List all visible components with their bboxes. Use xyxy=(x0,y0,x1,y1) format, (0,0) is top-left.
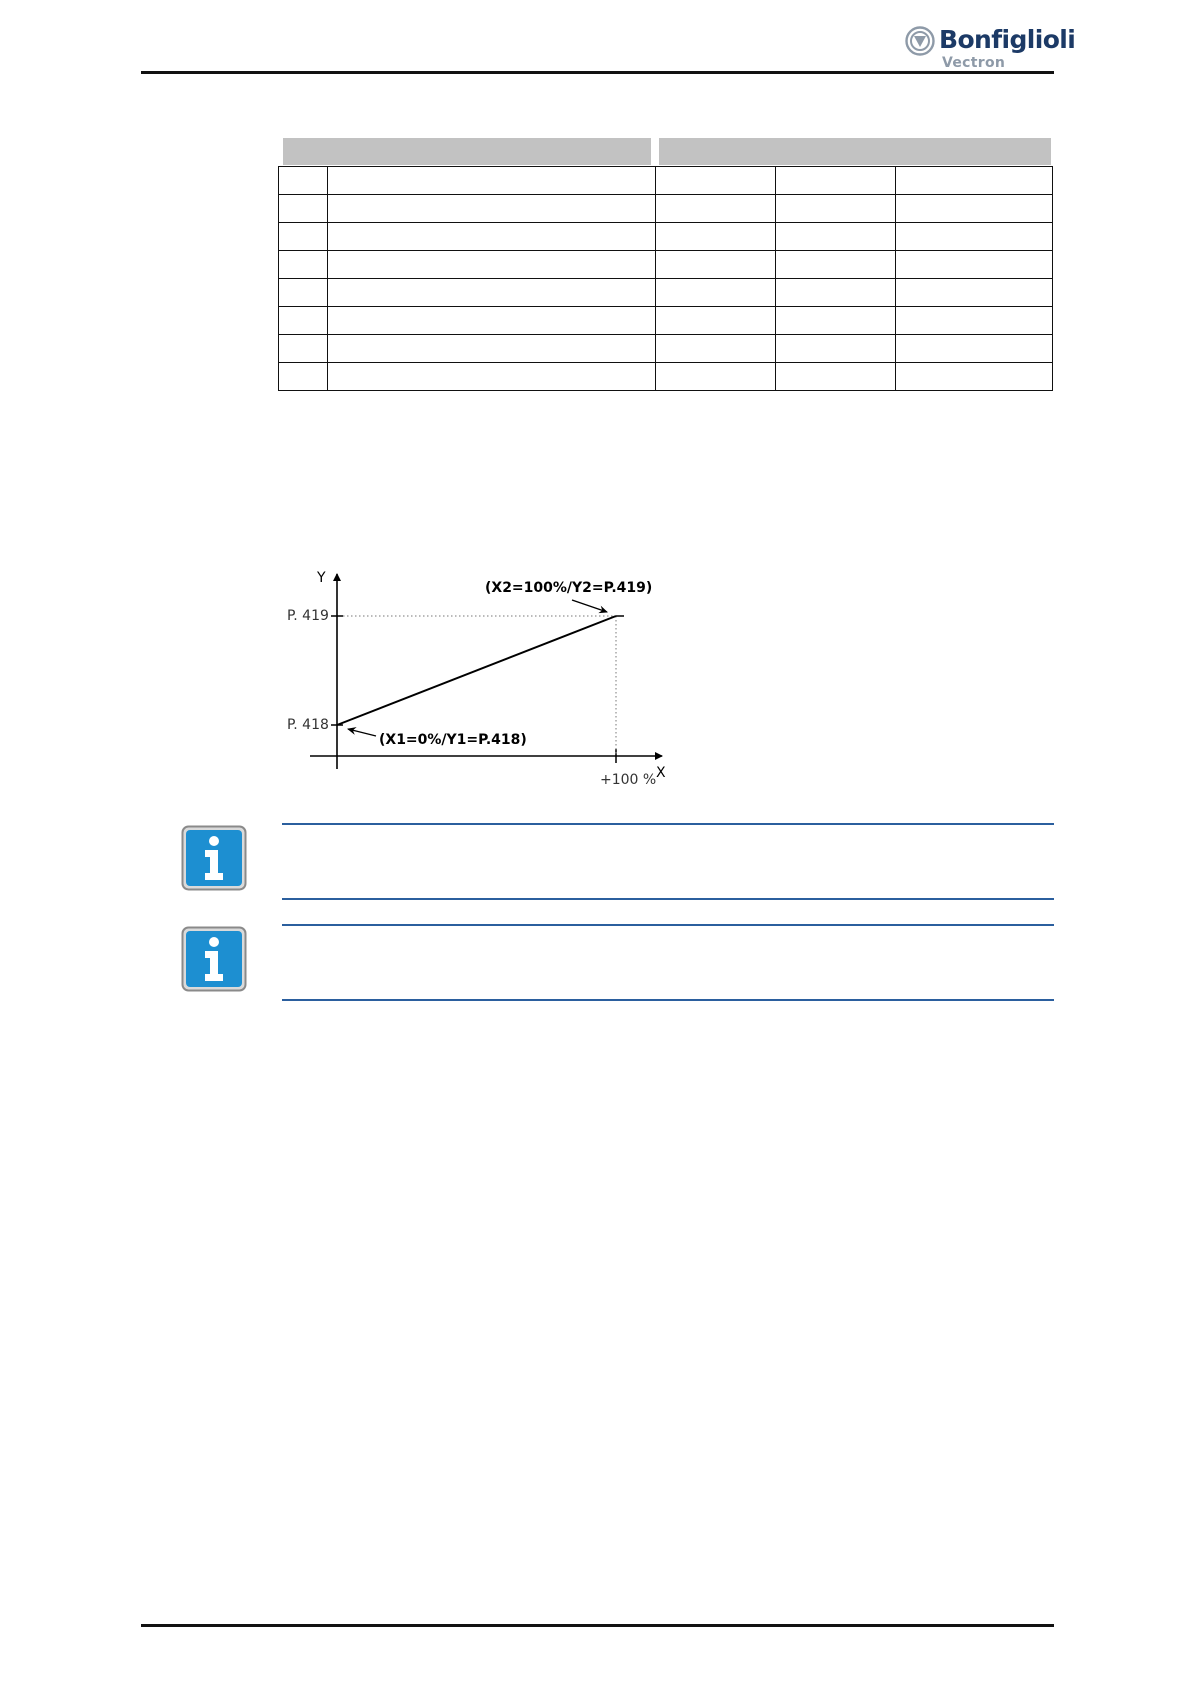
y-axis-label: Y xyxy=(317,570,326,586)
table-cell xyxy=(656,251,776,279)
table-cell xyxy=(776,195,896,223)
table-cell xyxy=(896,307,1053,335)
parameter-table xyxy=(278,166,1053,391)
table-row xyxy=(279,335,1053,363)
note-rule-top xyxy=(282,823,1054,825)
info-note xyxy=(181,823,1054,901)
point-lower-arrow xyxy=(348,729,376,736)
table-cell xyxy=(896,223,1053,251)
info-note xyxy=(181,924,1054,1002)
table-cell xyxy=(328,307,656,335)
table-cell xyxy=(279,167,328,195)
note-rule-top xyxy=(282,924,1054,926)
table-header-right xyxy=(659,138,1051,165)
table-cell xyxy=(279,195,328,223)
table-cell xyxy=(896,195,1053,223)
characteristic-diagram xyxy=(280,562,670,784)
table-row xyxy=(279,223,1053,251)
table-cell xyxy=(328,335,656,363)
table-row xyxy=(279,279,1053,307)
table-cell xyxy=(328,223,656,251)
table-row xyxy=(279,307,1053,335)
info-icon xyxy=(181,926,247,992)
table-cell xyxy=(896,279,1053,307)
x-axis-label: X xyxy=(656,765,666,781)
table-cell xyxy=(656,195,776,223)
table-cell xyxy=(328,251,656,279)
brand-logo xyxy=(905,24,1076,72)
table-cell xyxy=(656,307,776,335)
table-cell xyxy=(328,195,656,223)
table-cell xyxy=(328,279,656,307)
footer-rule xyxy=(141,1624,1054,1627)
table-cell xyxy=(896,335,1053,363)
table-row xyxy=(279,167,1053,195)
table-cell xyxy=(328,363,656,391)
tick-label-lower: P. 418 xyxy=(287,717,329,733)
table-row xyxy=(279,363,1053,391)
table-cell xyxy=(776,167,896,195)
point-upper-label: (X2=100%/Y2=P.419) xyxy=(485,580,653,596)
table-cell xyxy=(279,307,328,335)
table-cell xyxy=(776,279,896,307)
table-cell xyxy=(656,279,776,307)
tick-label-x: +100 % xyxy=(600,772,657,784)
table-row xyxy=(279,251,1053,279)
tick-label-upper: P. 419 xyxy=(287,608,329,624)
table-cell xyxy=(776,307,896,335)
table-cell xyxy=(656,167,776,195)
table-cell xyxy=(279,363,328,391)
table-cell xyxy=(279,223,328,251)
header-rule xyxy=(141,71,1054,74)
note-rule-bottom xyxy=(282,898,1054,900)
point-upper-arrow xyxy=(572,600,607,612)
table-cell xyxy=(776,335,896,363)
logo-emblem-icon xyxy=(905,26,935,56)
brand-name: Bonfiglioli xyxy=(939,25,1076,54)
table-cell xyxy=(279,279,328,307)
table-cell xyxy=(656,335,776,363)
table-header-left xyxy=(283,138,651,165)
table-cell xyxy=(279,251,328,279)
note-rule-bottom xyxy=(282,999,1054,1001)
info-icon xyxy=(181,825,247,891)
brand-sub: Vectron xyxy=(942,55,1006,71)
table-cell xyxy=(896,251,1053,279)
table-cell xyxy=(656,363,776,391)
characteristic-line xyxy=(337,616,616,725)
table-row xyxy=(279,195,1053,223)
table-cell xyxy=(776,251,896,279)
table-cell xyxy=(776,363,896,391)
table-cell xyxy=(896,167,1053,195)
point-lower-label: (X1=0%/Y1=P.418) xyxy=(379,732,527,748)
table-cell xyxy=(896,363,1053,391)
table-cell xyxy=(279,335,328,363)
table-cell xyxy=(776,223,896,251)
table-cell xyxy=(656,223,776,251)
table-cell xyxy=(328,167,656,195)
